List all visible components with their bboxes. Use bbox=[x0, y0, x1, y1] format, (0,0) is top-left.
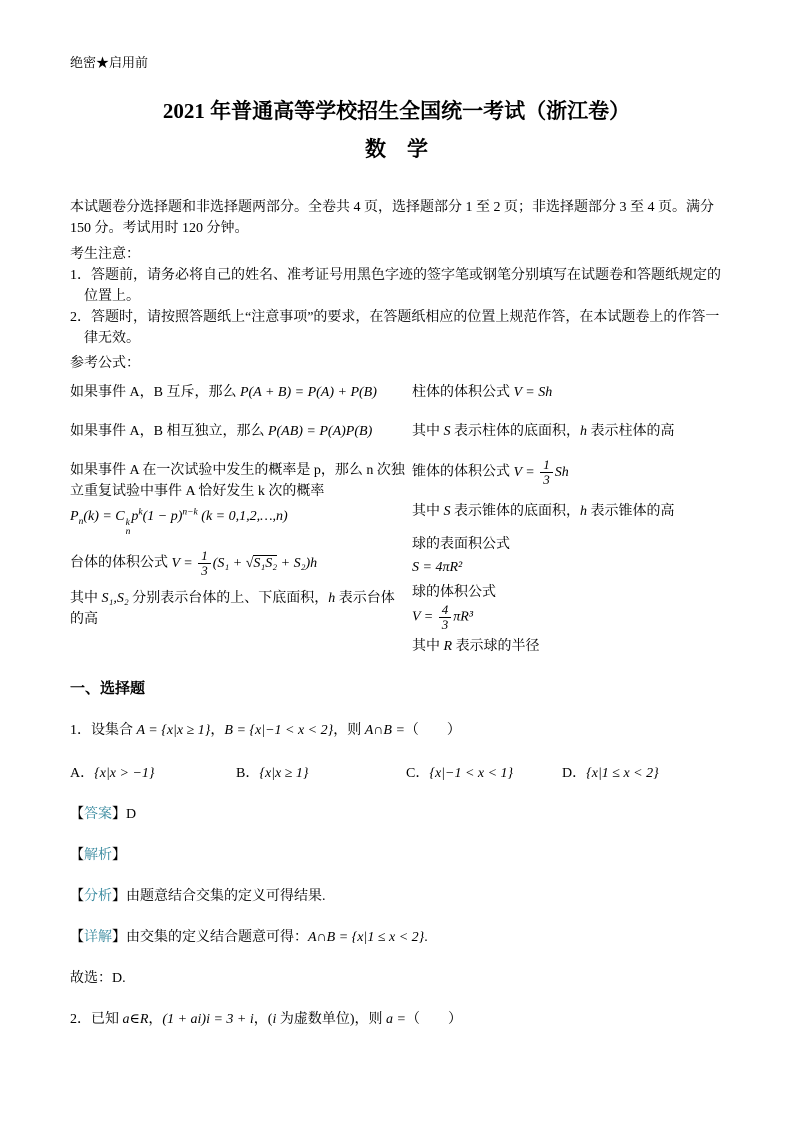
option-math: {x|x > −1} bbox=[94, 766, 155, 781]
math-fragment: 3 bbox=[543, 472, 550, 487]
binomial-formula bbox=[70, 506, 406, 537]
math-fragment: (k = 0,1,2,…,n) bbox=[197, 509, 288, 524]
formula-mutex bbox=[70, 382, 406, 403]
math-fragment: B = {x|−1 < x < 2} bbox=[224, 723, 334, 738]
math-fragment: 3 bbox=[441, 617, 449, 632]
option-c bbox=[406, 763, 562, 784]
analysis-heading-line bbox=[70, 845, 723, 866]
math-fragment: S bbox=[443, 424, 451, 439]
math-fragment: 1 bbox=[198, 549, 211, 564]
sphere-surface-text: 球的表面积公式 bbox=[412, 537, 510, 552]
math-fragment: h bbox=[328, 591, 336, 606]
stem-text: ， bbox=[210, 723, 225, 738]
math-fragment: S bbox=[443, 504, 451, 519]
math-fragment: Sh bbox=[554, 464, 569, 480]
math-fragment: A∩B = bbox=[364, 723, 405, 738]
math-fragment: + S₂)h bbox=[277, 555, 318, 571]
question-number: 1． bbox=[70, 723, 91, 738]
formula-independent bbox=[70, 421, 406, 442]
math-fragment: k bbox=[138, 507, 143, 518]
note-text: 其中 bbox=[412, 504, 444, 519]
stem-text: 为虚数单位)，则 bbox=[276, 1012, 386, 1027]
exam-summary: 本试题卷分选择题和非选择题两部分。全卷共 4 页，选择题部分 1 至 2 页；非选择题部分 3 至 4 页。满分 150 分。考试用时 120 分钟。 bbox=[70, 200, 714, 236]
option-d bbox=[562, 763, 723, 784]
sqrt-symbol: √ bbox=[245, 555, 254, 571]
question-1-stem bbox=[70, 720, 723, 741]
note-text: 其中 bbox=[70, 591, 102, 606]
jiexi-label: 解析 bbox=[84, 848, 112, 863]
binomial-intro: 如果事件 A 在一次试验中发生的概率是 p，那么 n 次独立重复试验中事件 A 恰好发生 k 次的概率 bbox=[70, 463, 405, 499]
formula-cylinder bbox=[412, 382, 723, 403]
note-text: 表示台体的高 bbox=[70, 591, 395, 627]
frustum-note bbox=[70, 588, 406, 630]
formula-frustum bbox=[70, 549, 406, 578]
note-text: 分别表示台体的上、下底面积， bbox=[128, 591, 329, 606]
sphere-volume-text: 球的体积公式 bbox=[412, 585, 496, 600]
answer-blank: （ ） bbox=[404, 723, 461, 738]
note-text: 表示柱体的高 bbox=[587, 424, 675, 439]
math-fragment: (1 + ai)i = 3 + i bbox=[162, 1012, 254, 1027]
reference-formulas bbox=[70, 382, 723, 657]
cylinder-note bbox=[412, 421, 723, 442]
formula-text: 如果事件 A，B 互斥，那么 bbox=[70, 385, 237, 400]
notice-item-2: 2．答题时，请按照答题纸上“注意事项”的要求，在答题纸相应的位置上规范作答，在本试题卷上的作答一律无效。 bbox=[70, 310, 720, 346]
question-number: 2． bbox=[70, 1012, 91, 1027]
notice-heading: 考生注意： bbox=[70, 247, 140, 262]
math-fragment: 1 bbox=[540, 458, 553, 473]
stem-text: ，则 bbox=[333, 723, 365, 738]
math-fragment: πR³ bbox=[453, 609, 474, 625]
note-text: 其中 bbox=[412, 424, 444, 439]
math-fragment: S₁,S₂ bbox=[101, 591, 129, 606]
note-text: 表示柱体的底面积， bbox=[450, 424, 580, 439]
math-fragment: i bbox=[272, 1012, 277, 1027]
combination-script bbox=[126, 519, 131, 537]
analysis-line bbox=[70, 886, 723, 907]
fenxi-text: 由题意结合交集的定义可得结果. bbox=[126, 889, 326, 904]
answer-blank: （ ） bbox=[405, 1012, 462, 1027]
fraction bbox=[439, 603, 452, 632]
option-label: D． bbox=[562, 766, 587, 781]
cone-note bbox=[412, 501, 723, 522]
answer-value: D bbox=[126, 807, 137, 822]
fraction bbox=[540, 458, 553, 487]
math-fragment: (1 − p) bbox=[142, 509, 183, 524]
fraction bbox=[198, 549, 211, 578]
math-fragment: R bbox=[443, 639, 453, 654]
note-text: 其中 bbox=[412, 639, 444, 654]
section-heading-choice: 一、选择题 bbox=[70, 681, 146, 697]
option-math: {x|1 ≤ x < 2} bbox=[586, 766, 659, 781]
cone-formula bbox=[513, 457, 569, 487]
option-math: {x|x ≥ 1} bbox=[259, 766, 309, 781]
math-fragment: S₁S₂ bbox=[253, 555, 278, 571]
formula-text: 如果事件 A，B 相互独立，那么 bbox=[70, 424, 265, 439]
stem-text: ， bbox=[148, 1012, 163, 1027]
math-fragment: (S₁ + bbox=[212, 555, 246, 571]
xiangjie-label: 详解 bbox=[84, 930, 112, 945]
bracket-close: 】 bbox=[112, 848, 126, 863]
sphere-volume-formula bbox=[412, 603, 723, 632]
formulas-right-column bbox=[412, 382, 723, 657]
note-text: 表示锥体的高 bbox=[587, 504, 675, 519]
math-fragment: a = bbox=[386, 1012, 406, 1027]
math-fragment: p bbox=[131, 509, 139, 524]
math-fragment: P bbox=[70, 509, 79, 524]
formula-heading: 参考公式： bbox=[70, 356, 140, 371]
notice-item-1: 1．答题前，请务必将自己的姓名、准考证号用黑色字迹的签字笔或钢笔分别填写在试题卷和答题纸规定的位置上。 bbox=[70, 268, 721, 304]
option-math: {x|−1 < x < 1} bbox=[429, 766, 514, 781]
math-fragment: h bbox=[580, 424, 587, 439]
sphere-note bbox=[412, 636, 723, 657]
math-fragment: n bbox=[125, 527, 131, 537]
xiangjie-end: . bbox=[424, 930, 428, 945]
option-label: A． bbox=[70, 766, 95, 781]
note-text: 表示球的半径 bbox=[452, 639, 540, 654]
bracket-close: 】 bbox=[112, 889, 126, 904]
exam-title: 2021 年普通高等学校招生全国统一考试（浙江卷） bbox=[162, 99, 631, 123]
stem-text: ，( bbox=[253, 1012, 273, 1027]
math-fragment: n bbox=[78, 516, 84, 527]
bracket-close: 】 bbox=[112, 807, 126, 822]
cylinder-formula: V = Sh bbox=[513, 385, 553, 400]
frustum-formula bbox=[171, 548, 318, 578]
math-fragment: h bbox=[580, 504, 587, 519]
bracket-close: 】 bbox=[112, 930, 126, 945]
formula-text: 锥体的体积公式 bbox=[412, 464, 510, 480]
math-fragment: V = bbox=[171, 555, 197, 571]
xiangjie-text: 由交集的定义结合题意可得： bbox=[126, 930, 308, 945]
fenxi-label: 分析 bbox=[84, 889, 112, 904]
stem-text: 已知 bbox=[91, 1012, 123, 1027]
secrecy-notice: 绝密★启用前 bbox=[70, 55, 149, 70]
math-fragment: a∈R bbox=[122, 1012, 149, 1027]
mutex-formula: P(A + B) = P(A) + P(B) bbox=[239, 385, 377, 400]
sphere-surface-formula: S = 4πR² bbox=[412, 560, 463, 575]
math-fragment: 3 bbox=[201, 563, 208, 578]
math-fragment: V = bbox=[412, 609, 437, 625]
bracket-open: 【 bbox=[70, 889, 84, 904]
note-text: 表示锥体的底面积， bbox=[450, 504, 580, 519]
bracket-open: 【 bbox=[70, 807, 84, 822]
answer-line bbox=[70, 804, 723, 825]
formulas-left-column bbox=[70, 382, 406, 657]
math-fragment: A∩B = {x|1 ≤ x < 2} bbox=[308, 930, 425, 945]
bracket-open: 【 bbox=[70, 930, 84, 945]
math-fragment: (k) = C bbox=[83, 509, 125, 524]
answer-label: 答案 bbox=[84, 807, 112, 822]
math-fragment: A = {x|x ≥ 1} bbox=[136, 723, 211, 738]
option-label: B． bbox=[236, 766, 260, 781]
option-a bbox=[70, 763, 236, 784]
bracket-open: 【 bbox=[70, 848, 84, 863]
exam-subject: 数 学 bbox=[365, 137, 428, 161]
math-fragment: V = bbox=[513, 464, 539, 480]
math-fragment: k bbox=[125, 518, 130, 528]
question-1-options bbox=[70, 763, 723, 784]
solution-line bbox=[70, 927, 723, 948]
formula-text: 台体的体积公式 bbox=[70, 555, 168, 571]
conclusion-line: 故选：D. bbox=[70, 971, 126, 986]
formula-cone bbox=[412, 458, 723, 487]
question-2-stem bbox=[70, 1009, 723, 1030]
option-label: C． bbox=[406, 766, 430, 781]
option-b bbox=[236, 763, 406, 784]
formula-text: 柱体的体积公式 bbox=[412, 385, 510, 400]
stem-text: 设集合 bbox=[91, 723, 137, 738]
math-fragment: 4 bbox=[439, 603, 452, 618]
math-fragment: n−k bbox=[182, 507, 198, 518]
independent-formula: P(AB) = P(A)P(B) bbox=[267, 424, 373, 439]
